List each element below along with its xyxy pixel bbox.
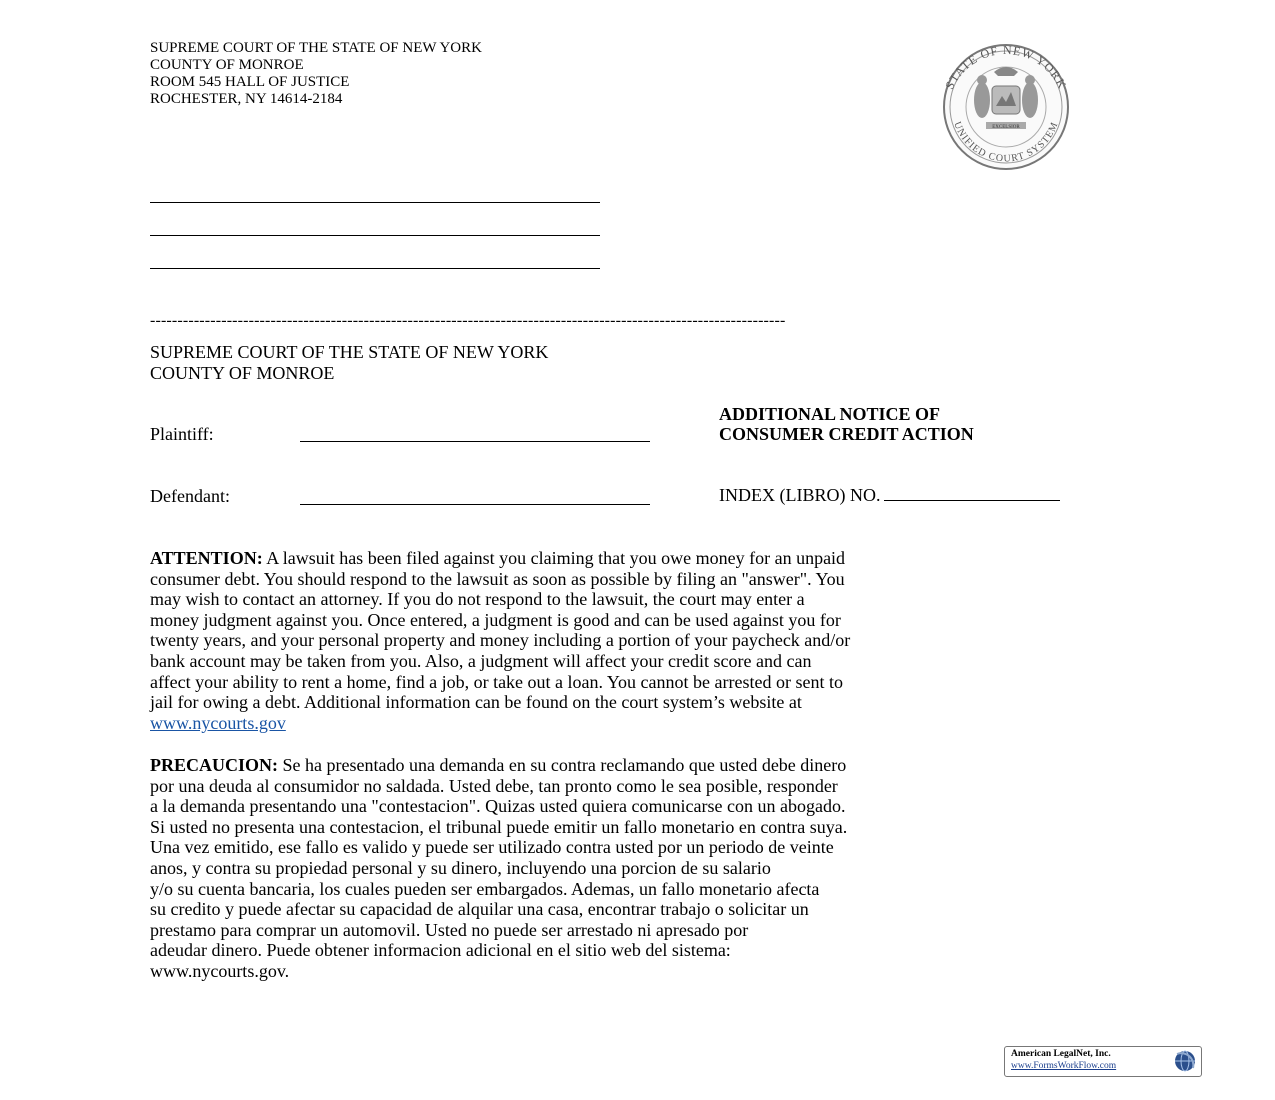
index-label: INDEX (LIBRO) NO.	[719, 485, 881, 505]
precaucion-line: por una deuda al consumidor no saldada. Usted debe, tan pronto como le sea posible, responder	[150, 775, 838, 796]
index-number-field[interactable]	[884, 499, 1060, 501]
precaucion-line: Se ha presentado una demanda en su contra reclamando que usted debe dinero	[278, 755, 847, 775]
court-heading	[150, 342, 548, 384]
attention-line: money judgment against you. Once entered, a judgment is good and can be used against you for	[150, 609, 841, 630]
precaucion-line: www.nycourts.gov.	[150, 960, 290, 981]
precaucion-line: su credito y puede afectar su capacidad de alquilar una casa, encontrar trabajo o solicitar un	[150, 899, 809, 920]
precaucion-line: a la demanda presentando una "contestacion". Quizas usted quiera comunicarse con un abogado.	[150, 796, 846, 817]
attention-paragraph	[150, 548, 1130, 733]
seal-motto: EXCELSIOR	[992, 125, 1020, 130]
footer-logo[interactable]	[1004, 1046, 1202, 1077]
precaucion-heading: PRECAUCION:	[150, 755, 278, 775]
address-line-4: ROCHESTER, NY 14614-2184	[150, 91, 343, 107]
plaintiff-label: Plaintiff:	[150, 424, 214, 444]
nycourts-link[interactable]: www.nycourts.gov	[150, 712, 286, 733]
precaucion-line: anos, y contra su propiedad personal y su dinero, incluyendo una porcion de su salario	[150, 857, 771, 878]
attention-line: may wish to contact an attorney. If you do not respond to the lawsuit, the court may enter a	[150, 589, 805, 610]
notice-title-line-1: ADDITIONAL NOTICE OF	[719, 404, 941, 424]
attention-line: jail for owing a debt. Additional information can be found on the court system’s website at	[150, 692, 802, 713]
notice-title	[719, 404, 974, 444]
globe-icon	[1173, 1049, 1197, 1073]
footer-url[interactable]: www.FormsWorkFlow.com	[1011, 1061, 1117, 1071]
recipient-line[interactable]	[150, 221, 600, 236]
seal-bottom-text: UNIFIED COURT SYSTEM	[951, 120, 1061, 165]
seal-top-text: STATE OF NEW YORK	[942, 42, 1070, 92]
footer-company: American LegalNet, Inc.	[1011, 1049, 1111, 1059]
address-line-2: COUNTY OF MONROE	[150, 57, 304, 73]
precaucion-line: Una vez emitido, ese fallo es valido y puede ser utilizado contra usted por un periodo de veinte	[150, 837, 834, 858]
attention-line: A lawsuit has been filed against you claiming that you owe money for an unpaid	[262, 548, 846, 568]
attention-line: bank account may be taken from you. Also, a judgment will affect your credit score and can	[150, 650, 812, 671]
recipient-blank-lines	[150, 188, 600, 287]
precaucion-line: prestamo para comprar un automovil. Usted no puede ser arrestado ni apresado por	[150, 919, 749, 940]
defendant-label: Defendant:	[150, 486, 230, 506]
precaucion-line: Si usted no presenta una contestacion, el tribunal puede emitir un fallo monetario en contra suya.	[150, 816, 848, 837]
defendant-field[interactable]	[300, 503, 650, 505]
attention-line: twenty years, and your personal property and money including a portion of your paycheck and/or	[150, 630, 851, 651]
attention-line: affect your ability to rent a home, find a job, or take out a loan. You cannot be arrested or sent to	[150, 671, 843, 692]
precaucion-line: y/o su cuenta bancaria, los cuales pueden ser embargados. Ademas, un fallo monetario afecta	[150, 878, 820, 899]
address-line-1: SUPREME COURT OF THE STATE OF NEW YORK	[150, 40, 482, 56]
attention-line: consumer debt. You should respond to the lawsuit as soon as possible by filing an "answer". You	[150, 568, 845, 589]
precaucion-paragraph	[150, 755, 1130, 982]
court-heading-line-2: COUNTY OF MONROE	[150, 363, 335, 383]
notice-title-line-2: CONSUMER CREDIT ACTION	[719, 424, 974, 444]
dashed-separator: --------------------------------------------------------------------------------------------------------------------	[150, 312, 786, 329]
new-york-state-seal	[906, 42, 1106, 172]
recipient-line[interactable]	[150, 188, 600, 203]
address-line-3: ROOM 545 HALL OF JUSTICE	[150, 74, 350, 90]
index-number	[719, 485, 1060, 506]
recipient-line[interactable]	[150, 254, 600, 269]
attention-heading: ATTENTION:	[150, 548, 263, 568]
court-heading-line-1: SUPREME COURT OF THE STATE OF NEW YORK	[150, 342, 549, 362]
plaintiff-field[interactable]	[300, 440, 650, 442]
return-address	[150, 40, 482, 108]
precaucion-line: adeudar dinero. Puede obtener informacion adicional en el sitio web del sistema:	[150, 940, 731, 961]
